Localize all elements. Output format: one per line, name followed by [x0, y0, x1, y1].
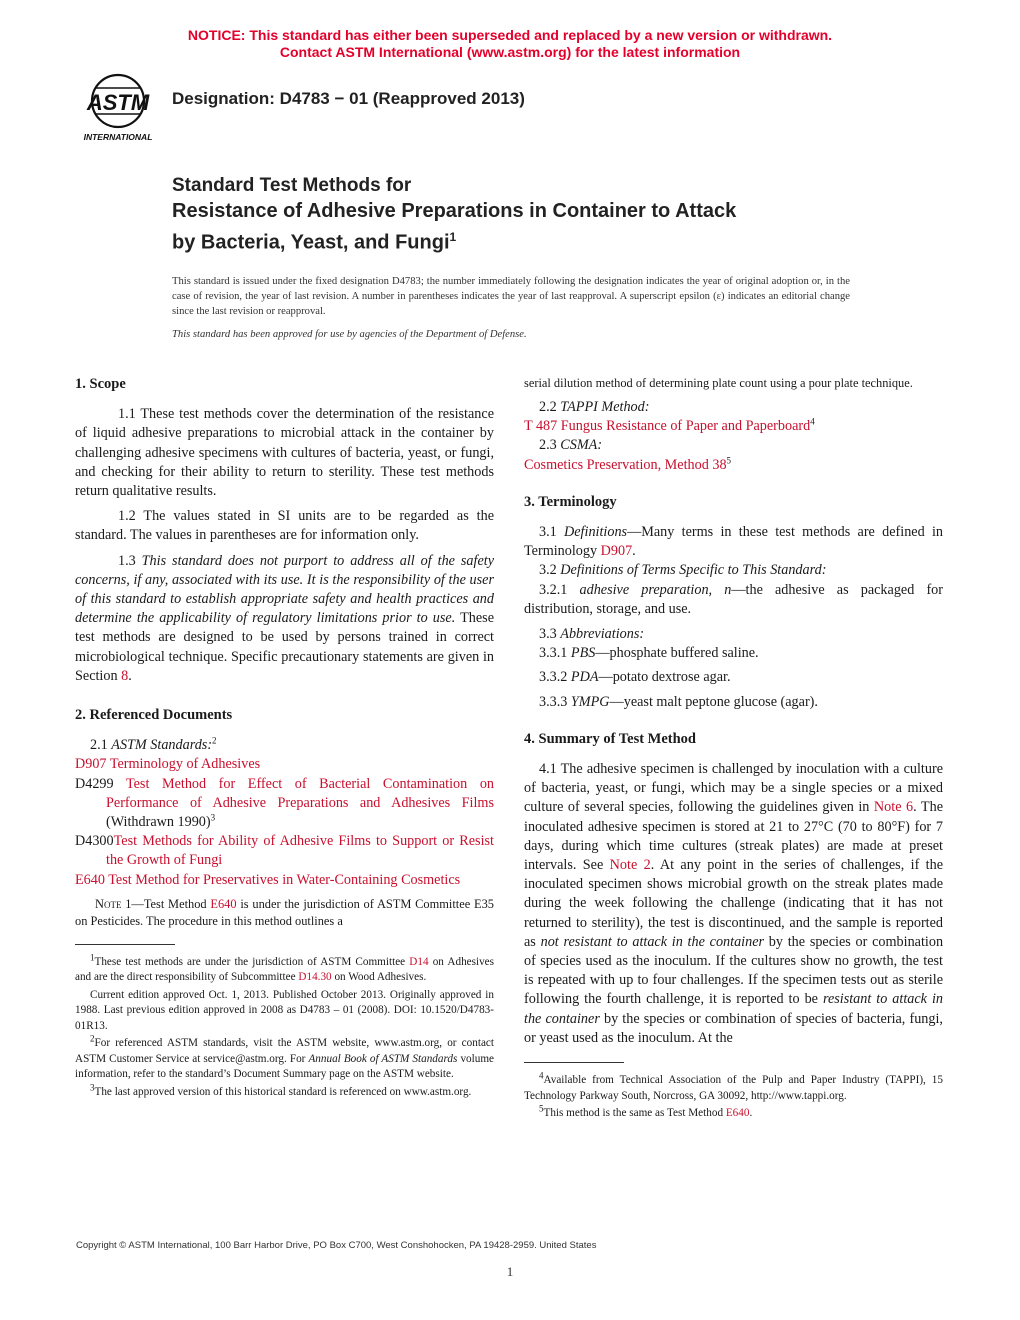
abbr-pda: 3.3.2 PDA—potato dextrose agar. [539, 669, 731, 686]
notice-line-1: NOTICE: This standard has either been superseded and replaced by a new version or withdrawn. [187, 27, 833, 43]
ref-tappi-t487[interactable]: T 487 Fungus Resistance of Paper and Paperboard$^4$ [524, 416, 815, 435]
summary-4-1: 4.1 The adhesive specimen is challenged by inoculation with a culture of bacteria, yeast, or fungi, which may be a single species or a mixed culture of several species, following the guidelines given in Note 6. The inoculated adhesive specimen is stored at 21 to 27°C (70 to 80°F) for 7 days, during which time cultures (streak plates) are made at preset intervals. See Note 2. At any point in the series of challenges, if the inoculated specimen shows microbial growth on the streak plates made during the week following the challenge (indicating that it has not returned to sterility), the test is discontinued, and the sample is reported as not resistant to attack in the container by the species or combination of species used as the inoculum. If the cultures show no growth, the test is repeated with up to four challenges. If the specimen tests out as sterile following the fourth challenge, it is reported to be resistant to attack in the container by the species or combination of species of bacteria, fungi, or yeast used as the inoculum. At the [524, 761, 944, 1046]
term-3-1: 3.1 Definitions—Many terms in these test methods are defined in Terminology D907. [524, 524, 943, 560]
section-refdocs-heading: 2. Referenced Documents [75, 707, 233, 724]
designation: Designation: D4783 − 01 (Reapproved 2013) [172, 89, 525, 108]
section-summary-heading: 4. Summary of Test Method [524, 730, 696, 747]
title-block [172, 174, 872, 256]
term-3-2-1: 3.2.1 adhesive preparation, n—the adhesive as packaged for distribution, storage, and use. [524, 581, 943, 617]
title-line-2: by Bacteria, Yeast, and Fungi$^1$ [172, 230, 457, 254]
title-footnote-ref[interactable]: 1 [449, 230, 457, 244]
note-6-link[interactable]: Note 6 [873, 799, 914, 816]
scope-1-3: 1.3 This standard does not purport to address all of the safety concerns, if any, associated with its use. It is the responsibility of the user of this standard to establish appropriate safety and health practices and determine the applicability of regulatory limitations prior to use. These test methods are designed to be used by persons trained in correct microbiological technique. Specific precautionary statements are given in Section 8. [75, 552, 495, 684]
title-prefix: Standard Test Methods for [172, 175, 412, 196]
section-scope-heading: 1. Scope [75, 376, 126, 392]
footnote-1-edition: Current edition approved Oct. 1, 2013. Published October 2013. Originally approved in 1988. Last previous edition approved in 2008 as D4783 – 01 (2008). DOI: 10.1520/D4783-01R13. [75, 988, 494, 1032]
page-number: 1 [506, 1264, 514, 1279]
note-1-e640-link[interactable]: E640 [210, 896, 237, 911]
term-d907-link[interactable]: D907 [600, 543, 633, 560]
copyright-footer: Copyright © ASTM International, 100 Barr Harbor Drive, PO Box C700, West Conshohocken, PA 19428-2959. United States [76, 1240, 597, 1251]
note-1: Note 1—Test Method E640 is under the jurisdiction of ASTM Committee E35 on Pesticides. The procedure in this method outlines a [75, 896, 494, 928]
ref-d4299[interactable]: D4299 Test Method for Effect of Bacterial Contamination on Performance of Adhesive Preparations and Adhesives Films (Withdrawn 1990)$^3$ [75, 775, 495, 831]
logo-text-astm: ASTM [86, 90, 150, 115]
left-column [75, 375, 494, 1102]
d14-30-link[interactable]: D14.30 [298, 971, 332, 984]
dod-approval-statement: This standard has been approved for use by agencies of the Department of Defense. [172, 329, 527, 340]
section-8-link[interactable]: 8 [121, 667, 129, 684]
section-terminology-heading: 3. Terminology [524, 493, 617, 510]
ref-e640[interactable]: E640 Test Method for Preservatives in Water-Containing Cosmetics [75, 871, 461, 888]
right-column [524, 375, 943, 1124]
astm-standards-label: 2.1 ASTM Standards:$^2$ [90, 735, 217, 754]
footnote-4: $^4$Available from Technical Association of the Pulp and Paper Industry (TAPPI), 15 Technology Parkway South, Norcross, GA 30092, http://www.tappi.org. [524, 1070, 943, 1102]
abbr-ympg: 3.3.3 YMPG—yeast malt peptone glucose (agar). [539, 693, 818, 710]
footnote-3: $^3$The last approved version of this historical standard is referenced on www.astm.org. [90, 1082, 472, 1098]
astm-logo [76, 73, 160, 143]
term-3-3: 3.3 Abbreviations: [539, 626, 645, 643]
fn5-e640-link[interactable]: E640 [725, 1107, 750, 1120]
footnote-5: $^5$This method is the same as Test Method E640. [539, 1103, 753, 1120]
footnote-2: $^2$For referenced ASTM standards, visit the ASTM website, www.astm.org, or contact ASTM Customer Service at service@astm.org. For Annual Book of ASTM Standards volume information, refer to the standard’s Document Summary page on the ASTM website. [75, 1033, 494, 1081]
ref-d4300[interactable]: D4300Test Methods for Ability of Adhesive Films to Support or Resist the Growth of Fungi [75, 833, 494, 869]
ref-csma-38[interactable]: Cosmetics Preservation, Method $38^5$ [524, 454, 732, 473]
supersede-notice [0, 27, 1020, 61]
abbr-pbs: 3.3.1 PBS—phosphate buffered saline. [539, 645, 759, 662]
tappi-label: 2.2 TAPPI Method: [539, 399, 650, 415]
footnote-rule-left [75, 944, 175, 945]
csma-label: 2.3 CSMA: [539, 437, 603, 454]
footnote-1: $^1$These test methods are under the jurisdiction of ASTM Committee D14 on Adhesives and are the direct responsibility of Subcommittee D14.30 on Wood Adhesives. [75, 952, 494, 984]
scope-1-1: 1.1 These test methods cover the determination of the resistance of liquid adhesive preparations to microbial attack in the container by challenging adhesive specimens with cultures of bacteria, yeast, or fungi, and checking for their ability to return to sterility. These test methods return qualitative results. [75, 406, 494, 500]
logo-text-international: INTERNATIONAL [83, 132, 153, 142]
note-1-continuation: serial dilution method of determining plate count using a pour plate technique. [524, 376, 913, 390]
footnote-rule-right [524, 1062, 624, 1063]
d14-link[interactable]: D14 [409, 955, 429, 968]
term-3-2: 3.2 Definitions of Terms Specific to This Standard: [539, 562, 827, 579]
scope-1-2: 1.2 The values stated in SI units are to be regarded as the standard. The values in parentheses are for information only. [75, 508, 494, 544]
ref-d907[interactable]: D907 Terminology of Adhesives [75, 756, 261, 773]
notice-line-2: Contact ASTM International (www.astm.org) for the latest information [279, 44, 741, 60]
title-line-1: Resistance of Adhesive Preparations in Container to Attack [172, 200, 737, 222]
issuance-statement: This standard is issued under the fixed designation D4783; the number immediately following the designation indicates the year of original adoption or, in the case of revision, the year of last revision. A number in parentheses indicates the year of last reapproval. A superscript epsilon (ε) indicates an editorial change since the last revision or reapproval. [172, 276, 850, 317]
note-2-link[interactable]: Note 2 [609, 857, 651, 874]
